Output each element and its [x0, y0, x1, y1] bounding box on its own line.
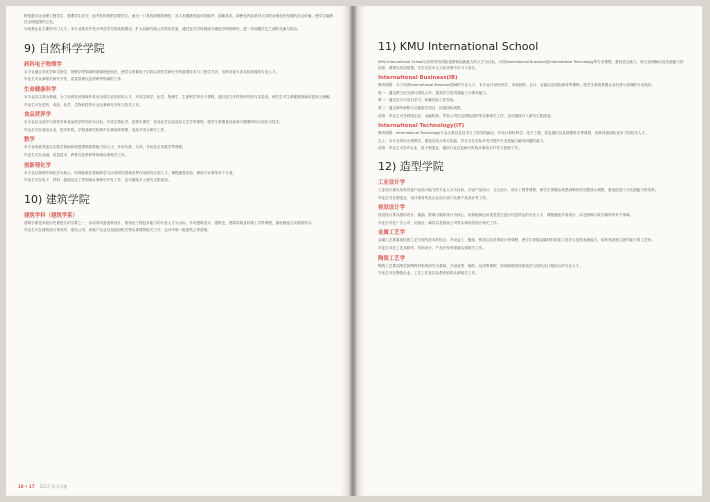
subsection-title: 陶瓷工艺学: [378, 255, 405, 262]
page-footer: [18, 484, 67, 490]
right-page-content: [378, 40, 686, 474]
body-paragraph: 本专业培养具备扎实数学基础和较强逻辑思维能力的人才，开设代数、几何、分析及应用数学等课程。: [24, 145, 186, 150]
body-paragraph: 陶瓷工艺系以陶艺和陶瓷材料的研究为基础，开设成型、釉药、烧成等课程，培养能够将传统技法与现代设计相结合的专业人才。: [378, 263, 583, 268]
subsection-title: 创新理化学: [24, 162, 51, 169]
body-paragraph: 本专业以生命为基础，为了培养在该领域中具有全面专业知识的人才，开设生物学、化学、物理学、生命科学等多个课程，通过设立多样的研究所与实验室，使学生对生命健康领域有更深入理解。: [24, 94, 334, 99]
body-paragraph: 建筑学系是本校历史最悠久的学系之一，以培养具备建筑设计、规划及工程技术能力的专业人才为目标，开设建筑设计、建筑史、建筑结构及环境工学等课程，重视理论与实践的结合。: [24, 220, 316, 225]
subsection-title: 数学: [24, 137, 35, 144]
intro-paragraph: 为培养企业主要的专门人才，本专业要求并充分考虑学生的实际情况，扩大以研究和公共的实验室，通过在开学时阅读与理论学科的研究，进一步加强学生之间的交流与结合。: [24, 27, 301, 32]
body-paragraph: 第一：通过跨文化交流与团队合作，提高学生的沟通能力与领导能力。: [378, 90, 490, 95]
body-paragraph: 教育课程：International Technology专业注重信息技术与工程学的融合，开设计算机科学、电子工程、信息通信以及数据科学等课程，培养具备国际竞争力的技术人才。: [378, 131, 649, 136]
body-paragraph: 第三：通过海外研修与交换留学项目，拓展国际视野。: [378, 105, 465, 110]
section-title-natural-science: 9) 自然科学学院: [24, 41, 105, 55]
body-paragraph: 毕业生可在工艺品制作、首饰设计、产品开发等领域从事相关工作。: [378, 245, 486, 250]
body-paragraph: 本专业通过对化学和生物学、物理学等领域的基础理论知识，使学生掌握电子学院以及医学研究中的重要技术与工程学方法，培养具备专业实验技能的专业人才。: [24, 69, 280, 74]
subsection-title: 视觉设计学: [378, 205, 405, 212]
body-paragraph: 毕业生可从事相关研究开发、质量管理以及科研等领域的工作。: [24, 77, 125, 82]
page-number: 10 • 17: [18, 484, 35, 489]
section-title-international-school: 11) KMU International School: [378, 40, 539, 53]
subsection-title: 食品营养学: [24, 112, 51, 119]
subsection-title: 建筑学科（建筑学系）: [24, 212, 78, 219]
left-intro: [24, 14, 336, 33]
body-paragraph: 毕业生可在食品企业、医疗机构、学校及研究机构中从事营养管理、食品开发与研究工作。: [24, 127, 168, 132]
subsection-title: 工业设计学: [378, 179, 405, 186]
subsection-title: International Technology(IT): [378, 123, 465, 130]
body-paragraph: 本专业以物理学和化学为核心，培养能够在基础科学与应用研究领域发挥作用的综合型人才，课程涵盖实验、理论与计算等多个方面。: [24, 170, 237, 175]
body-paragraph: 毕业生可在制造业、设计事务所及企业设计部门从事产品设计等工作。: [378, 195, 490, 200]
left-page-content: [24, 14, 336, 474]
body-paragraph: 金属工艺系重视传统工艺与现代技术的结合，开设金工、锻造、铸造以及首饰设计等课程，使学生掌握金属材料的加工技法与造型表现能力，培养具备独立创作能力的工艺家。: [378, 238, 655, 243]
section-title-architecture: 10) 建筑学院: [24, 192, 90, 206]
body-paragraph: 毕业生可在建筑设计事务所、建设公司、房地产企业以及政府机关等从事建筑相关工作，也可考取一级建筑士等资格。: [24, 228, 211, 233]
right-page: [356, 6, 702, 496]
body-paragraph: 视觉设计系以图形设计、插画、影像与媒体设计为核心，培养能够运用视觉语言进行信息传达的专业人才，课程涵盖平面设计、动态图像与数字媒体等多个领域。: [378, 213, 634, 218]
body-paragraph: 教育课程：为了培养International Business领域的专业人才，本专业开设经营学、市场营销、会计、金融以及国际商务等课程，使学生系统掌握企业经营与管理的专业知识。: [378, 83, 656, 88]
body-paragraph: 毕业生可在电子、材料、能源及化工等领域从事研究开发工作，也可继续升入研究生院深造。: [24, 178, 172, 183]
section-title-design: 12) 造型学院: [378, 159, 444, 173]
body-paragraph: 毕业生可在金融、信息技术、教育以及科研等领域从事相关工作。: [24, 152, 129, 157]
body-paragraph: 工业设计系以培养具备产品设计能力的专业人才为目标，开设产品设计、交互设计、设计工程等课程，使学生掌握从构思到制作的完整设计流程，重视创造力与实践能力的培养。: [378, 187, 659, 192]
body-paragraph: 第二：通过实习与项目学习，积累实际工作经验。: [378, 98, 458, 103]
body-paragraph: 毕业生可在广告公司、出版社、媒体以及游戏公司等从事视觉设计相关工作。: [378, 220, 501, 225]
subsection-title: International Business(IB): [378, 75, 458, 82]
body-paragraph: 前景：毕业生可在跨国企业、金融机构、贸易公司以及国际组织等从事相关工作，也可继续升入研究生院深造。: [378, 113, 555, 118]
body-paragraph: 毕业生可在陶瓷企业、工艺工作室以及教育机构从事相关工作。: [378, 271, 479, 276]
publication-name: 2017 留学天地: [39, 484, 68, 489]
subsection-title: 金属工艺学: [378, 230, 405, 237]
intro-paragraph: 特别是对企业理工程学生，需要学生在安、但并非传统的学校学生，而为一门具有深厚的理性，对人类健康发起可持续并、创新技术、即使在内容是对大学的全球竞争发展的社会价值，使学生能够在全球范围内立足。: [24, 14, 334, 24]
body-paragraph: 本专业以全面学习营养学和食品科学的知识为目标，开设生物化学、营养生理学、食品化学以及食品卫生学等课程，使学生掌握食品营养与健康的综合知识与技术。: [24, 120, 283, 125]
left-page: [6, 6, 350, 496]
intro-paragraph: KMU International School以培养具有国际视野和创新能力的人才为目标，开设International Business及International Technology等专业课程，重视语言能力、跨文化理解以及实践能力的培养，课程以英语授课，学生可在多元文化环境中学习与成长。: [378, 60, 684, 70]
subsection-title: 生命健康科学: [24, 86, 57, 93]
subsection-title: 药科电子物理学: [24, 61, 62, 68]
body-paragraph: 以上：本专业采用小班教学，重视实验与项目实践，学生可在实际开发中提升专业技能与解决问题的能力。: [378, 138, 547, 143]
body-paragraph: 毕业生可在医药、食品、化学、生物科技等行业从事研究开发与技术工作。: [24, 102, 143, 107]
body-paragraph: 前景：毕业生可在IT企业、电子制造业、通信行业以及研究机构从事技术开发与管理工作。: [378, 146, 522, 151]
